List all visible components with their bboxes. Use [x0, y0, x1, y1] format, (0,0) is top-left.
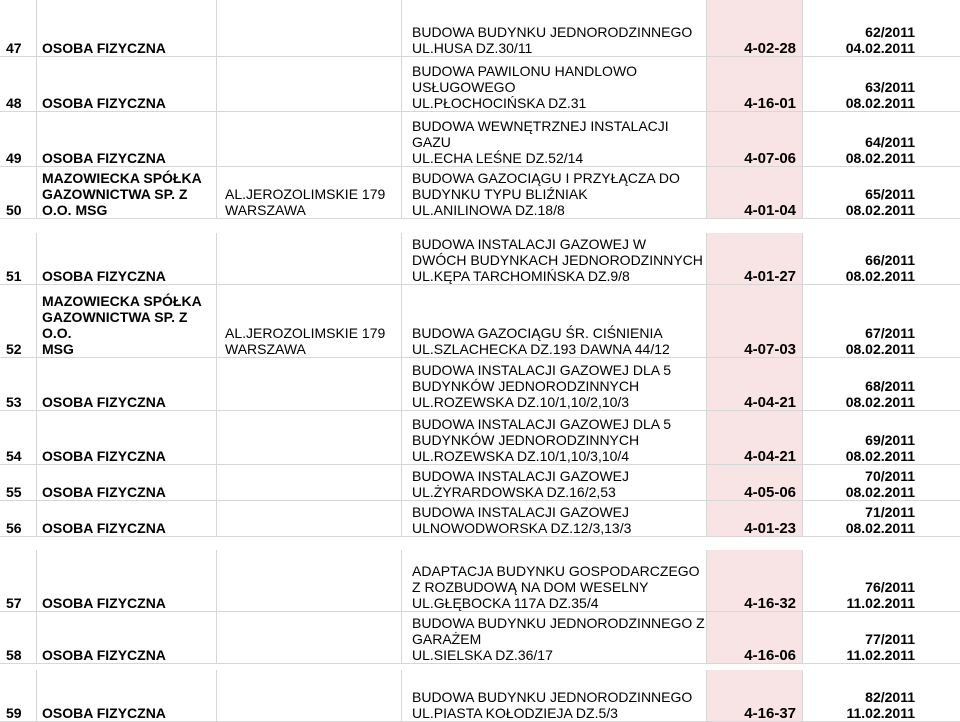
cell-description [402, 57, 707, 112]
cell-description [402, 112, 707, 167]
cell-description [402, 358, 707, 411]
investor-text: MAZOWIECKA SPÓŁKA GAZOWNICTWA SP. Z O.O. MSG [42, 170, 202, 218]
cell-description [402, 465, 707, 501]
investor-text: OSOBA FIZYCZNA [42, 268, 166, 284]
cell-description [402, 550, 707, 612]
cell-decision [803, 112, 920, 167]
description-text: BUDOWA BUDYNKU JEDNORODZINNEGO UL.PIASTA KOŁODZIEJA DZ.5/3 [412, 689, 693, 721]
cell-decision [803, 285, 920, 358]
cell-description [402, 612, 707, 664]
description-text: BUDOWA INSTALACJI GAZOWEJ DLA 5 BUDYNKÓW JEDNORODZINNYCH UL.ROZEWSKA DZ.10/1,10/3,10/4 [412, 416, 672, 464]
nr-text: 48 [6, 95, 22, 111]
cell-description [402, 285, 707, 358]
table-row [0, 285, 960, 358]
cell-address [217, 167, 402, 219]
cell-code [707, 285, 803, 358]
cell-decision [803, 612, 920, 664]
decision-text: 70/2011 08.02.2011 [845, 468, 915, 500]
cell-description [402, 233, 707, 285]
cell-code [707, 550, 803, 612]
description-text: BUDOWA WEWNĘTRZNEJ INSTALACJI GAZU UL.ECHA LEŚNE DZ.52/14 [412, 118, 669, 166]
decision-text: 82/2011 11.02.2011 [846, 689, 915, 721]
cell-investor [37, 501, 217, 537]
code-text: 4-01-23 [744, 520, 796, 537]
investor-text: OSOBA FIZYCZNA [42, 595, 166, 611]
nr-text: 51 [6, 268, 22, 284]
cell-address [217, 501, 402, 537]
code-text: 4-16-06 [744, 647, 796, 664]
description-text: BUDOWA PAWILONU HANDLOWO USŁUGOWEGO UL.PŁOCHOCIŃSKA DZ.31 [412, 63, 638, 111]
cell-code [707, 411, 803, 465]
code-text: 4-05-06 [744, 484, 796, 501]
cell-address [217, 465, 402, 501]
table-row [0, 550, 960, 612]
description-text: BUDOWA INSTALACJI GAZOWEJ UL.ŻYRARDOWSKA DZ.16/2,53 [412, 468, 630, 500]
decision-text: 76/2011 11.02.2011 [846, 579, 915, 611]
table-row [0, 670, 960, 722]
cell-investor [37, 411, 217, 465]
cell-code [707, 670, 803, 722]
cell-decision [803, 57, 920, 112]
cell-nr [0, 550, 37, 612]
row-divider [0, 536, 960, 537]
cell-code [707, 612, 803, 664]
cell-decision [803, 233, 920, 285]
cell-investor [37, 167, 217, 219]
description-text: BUDOWA GAZOCIĄGU ŚR. CIŚNIENIA UL.SZLACHECKA DZ.193 DAWNA 44/12 [412, 325, 670, 357]
decision-text: 64/2011 08.02.2011 [845, 134, 915, 166]
description-text: ADAPTACJA BUDYNKU GOSPODARCZEGO Z ROZBUDOWĄ NA DOM WESELNY UL.GŁĘBOCKA 117A DZ.35/4 [412, 563, 700, 611]
cell-code [707, 57, 803, 112]
cell-address [217, 358, 402, 411]
description-text: BUDOWA INSTALACJI GAZOWEJ W DWÓCH BUDYNKACH JEDNORODZINNYCH UL.KĘPA TARCHOMIŃSKA DZ.9/8 [412, 236, 703, 284]
code-text: 4-16-32 [744, 595, 796, 612]
cell-address [217, 0, 402, 57]
table-row [0, 167, 960, 219]
investor-text: OSOBA FIZYCZNA [42, 448, 166, 464]
address-text: AL.JEROZOLIMSKIE 179 WARSZAWA [225, 186, 386, 218]
table-row [0, 233, 960, 285]
cell-description [402, 167, 707, 219]
description-text: BUDOWA GAZOCIĄGU I PRZYŁĄCZA DO BUDYNKU TYPU BLIŹNIAK UL.ANILINOWA DZ.18/8 [412, 170, 680, 218]
code-text: 4-01-04 [744, 202, 796, 219]
cell-address [217, 670, 402, 722]
nr-text: 53 [6, 394, 22, 410]
cell-nr [0, 501, 37, 537]
nr-text: 54 [6, 448, 22, 464]
code-text: 4-02-28 [744, 40, 796, 57]
cell-nr [0, 57, 37, 112]
decision-text: 66/2011 08.02.2011 [845, 252, 915, 284]
cell-nr [0, 0, 37, 57]
code-text: 4-07-03 [744, 341, 796, 358]
cell-nr [0, 112, 37, 167]
cell-investor [37, 550, 217, 612]
nr-text: 55 [6, 484, 22, 500]
code-text: 4-07-06 [744, 150, 796, 167]
nr-text: 58 [6, 647, 22, 663]
cell-address [217, 285, 402, 358]
code-text: 4-04-21 [744, 394, 796, 411]
nr-text: 47 [6, 40, 22, 56]
investor-text: OSOBA FIZYCZNA [42, 95, 166, 111]
decision-text: 71/2011 08.02.2011 [845, 504, 915, 536]
cell-address [217, 411, 402, 465]
row-divider [0, 663, 960, 664]
cell-decision [803, 670, 920, 722]
description-text: BUDOWA INSTALACJI GAZOWEJ DLA 5 BUDYNKÓW JEDNORODZINNYCH UL.ROZEWSKA DZ.10/1,10/2,10/3 [412, 362, 672, 410]
code-text: 4-16-37 [744, 705, 796, 722]
table-row [0, 411, 960, 465]
cell-decision [803, 465, 920, 501]
cell-investor [37, 670, 217, 722]
cell-investor [37, 57, 217, 112]
investor-text: OSOBA FIZYCZNA [42, 705, 166, 721]
cell-description [402, 0, 707, 57]
investor-text: OSOBA FIZYCZNA [42, 394, 166, 410]
table-row [0, 0, 960, 57]
table-row [0, 57, 960, 112]
cell-investor [37, 285, 217, 358]
cell-nr [0, 358, 37, 411]
code-text: 4-04-21 [744, 448, 796, 465]
row-divider [0, 218, 960, 219]
nr-text: 52 [6, 341, 22, 357]
cell-investor [37, 0, 217, 57]
cell-code [707, 112, 803, 167]
table-row [0, 112, 960, 167]
decision-text: 77/2011 11.02.2011 [846, 631, 915, 663]
cell-investor [37, 465, 217, 501]
nr-text: 56 [6, 520, 22, 536]
cell-description [402, 501, 707, 537]
cell-decision [803, 358, 920, 411]
cell-code [707, 167, 803, 219]
description-text: BUDOWA BUDYNKU JEDNORODZINNEGO UL.HUSA DZ.30/11 [412, 24, 693, 56]
table-row [0, 465, 960, 501]
description-text: BUDOWA INSTALACJI GAZOWEJ ULNOWODWORSKA DZ.12/3,13/3 [412, 504, 632, 536]
cell-code [707, 465, 803, 501]
cell-nr [0, 670, 37, 722]
cell-address [217, 57, 402, 112]
cell-address [217, 550, 402, 612]
cell-investor [37, 358, 217, 411]
cell-description [402, 670, 707, 722]
table-row [0, 358, 960, 411]
nr-text: 59 [6, 705, 22, 721]
cell-address [217, 612, 402, 664]
cell-code [707, 358, 803, 411]
investor-text: OSOBA FIZYCZNA [42, 647, 166, 663]
decision-text: 65/2011 08.02.2011 [845, 186, 915, 218]
investor-text: OSOBA FIZYCZNA [42, 520, 166, 536]
investor-text: OSOBA FIZYCZNA [42, 40, 166, 56]
nr-text: 50 [6, 202, 22, 218]
code-text: 4-16-01 [744, 95, 796, 112]
cell-nr [0, 285, 37, 358]
decision-text: 67/2011 08.02.2011 [845, 325, 915, 357]
cell-decision [803, 550, 920, 612]
description-text: BUDOWA BUDYNKU JEDNORODZINNEGO Z GARAŻEM UL.SIELSKA DZ.36/17 [412, 615, 705, 663]
cell-nr [0, 233, 37, 285]
cell-investor [37, 612, 217, 664]
cell-description [402, 411, 707, 465]
cell-nr [0, 411, 37, 465]
cell-address [217, 112, 402, 167]
code-text: 4-01-27 [744, 268, 796, 285]
cell-address [217, 233, 402, 285]
cell-investor [37, 112, 217, 167]
cell-nr [0, 465, 37, 501]
cell-code [707, 501, 803, 537]
cell-code [707, 0, 803, 57]
table-row [0, 612, 960, 664]
decision-text: 62/2011 04.02.2011 [845, 24, 915, 56]
nr-text: 57 [6, 595, 22, 611]
table-row [0, 501, 960, 537]
cell-nr [0, 612, 37, 664]
investor-text: OSOBA FIZYCZNA [42, 150, 166, 166]
decision-text: 68/2011 08.02.2011 [845, 378, 915, 410]
cell-decision [803, 167, 920, 219]
cell-nr [0, 167, 37, 219]
cell-decision [803, 0, 920, 57]
cell-code [707, 233, 803, 285]
decision-text: 69/2011 08.02.2011 [845, 432, 915, 464]
cell-decision [803, 411, 920, 465]
nr-text: 49 [6, 150, 22, 166]
address-text: AL.JEROZOLIMSKIE 179 WARSZAWA [225, 325, 386, 357]
investor-text: MAZOWIECKA SPÓŁKA GAZOWNICTWA SP. Z O.O. MSG [42, 293, 202, 357]
investor-text: OSOBA FIZYCZNA [42, 484, 166, 500]
cell-decision [803, 501, 920, 537]
decision-text: 63/2011 08.02.2011 [845, 79, 915, 111]
cell-investor [37, 233, 217, 285]
